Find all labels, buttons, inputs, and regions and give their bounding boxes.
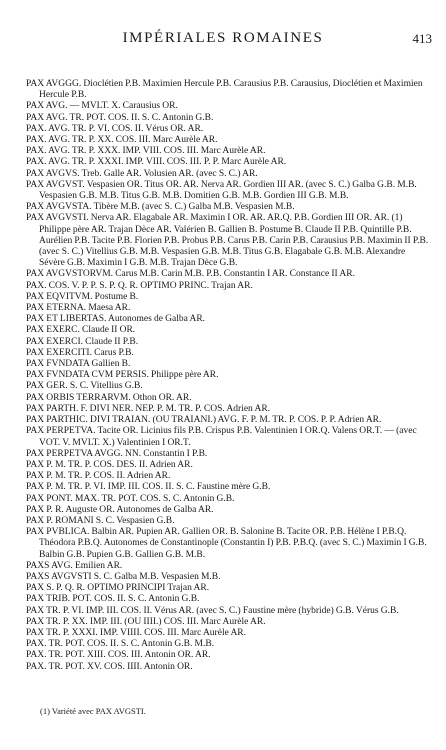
legend-entry: PAX FVNDATA CVM PERSIS. Philippe père AR. xyxy=(26,370,219,381)
legend-entry: PAX. TR. POT. COS. II. S. C. Antonin G.B. M.B. xyxy=(26,639,215,650)
legend-entry: PAX PERPETVA AVGG. NN. Constantin I P.B. xyxy=(26,448,208,459)
legend-entry: PAX ORBIS TERRARVM. Othon OR. AR. xyxy=(26,392,192,403)
legend-entry: PAX TR. P. VI. IMP. III. COS. II. Vérus AR. (avec S. C.) Faustine mère (hybride) G.B. Vérus G.B. xyxy=(26,605,399,616)
page-header xyxy=(0,30,446,50)
legend-entry: PAX. COS. V. P. P. S. P. Q. R. OPTIMO PRINC. Trajan AR. xyxy=(26,280,253,291)
legend-entry: PAX EQVITVM. Postume B. xyxy=(26,291,139,302)
legend-entry: PAX TR. P. XXXI. IMP. VIIII. COS. III. Marc Aurèle AR. xyxy=(26,627,247,638)
footnote: (1) Variété avec PAX AVGSTI. xyxy=(40,706,146,716)
legend-entry: PAX TR. P. XX. IMP. III. (OU IIII.) COS. III. Marc Aurèle AR. xyxy=(26,616,266,627)
legend-entry: PAX S. P. Q. R. OPTIMO PRINCIPI Trajan AR. xyxy=(26,583,210,594)
legend-entry: PAX. AVG. TR. P. XXX. IMP. VIII. COS. III. Marc Aurèle AR. xyxy=(26,146,266,157)
legend-entry: PAX TRIB. POT. COS. II. S. C. Antonin G.B. xyxy=(26,594,200,605)
legend-entry: PAX P. M. TR. P. VI. IMP. III. COS. II. S. C. Faustine mère G.B. xyxy=(26,482,271,493)
legend-entry: PAX P. M. TR. P. COS. II. Adrien AR. xyxy=(26,471,171,482)
legend-entry: PAX AVGVS. Treb. Galle AR. Volusien AR. (avec S. C.) AR. xyxy=(26,168,258,179)
legend-entry: PAX AVGVSTI. Nerva AR. Elagabale AR. Maximin I OR. AR. AR.Q. P.B. Gordien III OR. AR. (1) Philippe père AR. Trajan Dèce AR. Valérien B. Gallien B. Postume B. Claude II P.B. Quintille P.B. Aurélien P.B. Tacite P.B. Florien P.B. Probus P.B. Carus P.B. Carin P.B. Carausius P.B. Maximin II P.B. (avec S. C.) Vitellius G.B. M.B. Vespasien G.B. M.B. Titus G.B. Elagabale G.B. M.B. Alexandre Sévère G.B. Maximin I G.B. M.B. Trajan Dèce G.B. xyxy=(26,213,429,269)
legend-entry: PAX P. M. TR. P. COS. DES. II. Adrien AR. xyxy=(26,459,193,470)
legend-entry: PAXS AVGVSTI S. C. Galba M.B. Vespasien M.B. xyxy=(26,571,221,582)
legend-entry: PAX PVBLICA. Balbin AR. Pupien AR. Gallien OR. B. Salonine B. Tacite OR. P.B. Hélène I P.B.Q. Théodora P.B.Q. Autonomes de Constantinople (Constantin I) P.B. P.B.Q. (avec S. C.) Maximin I G.B. Balbin G.B. Pupien G.B. Gallien G.B. M.B. xyxy=(26,527,427,560)
legend-entry: PAX P. ROMANI S. C. Vespasien G.B. xyxy=(26,515,175,526)
legend-entry: PAX AVGGG. Dioclétien P.B. Maximien Hercule P.B. Carausius P.B. Carausius, Dioclétien et Maximien Hercule P.B. xyxy=(26,79,423,101)
legend-entry: PAX AVGVST. Vespasien OR. Titus OR. AR. Nerva AR. Gordien III AR. (avec S. C.) Galba G.B. M.B. Vespasien G.B. M.B. Titus G.B. M.B. Domitien G.B. M.B. Gordien III G.B. M.B. xyxy=(26,179,417,202)
legend-entry: PAX GER. S. C. Vitellius G.B. xyxy=(26,381,143,392)
legend-entry: PAX PARTH. F. DIVI NER. NEP. P. M. TR. P. COS. Adrien AR. xyxy=(26,403,271,414)
legend-entry: PAX ET LIBERTAS. Autonomes de Galba AR. xyxy=(26,314,206,325)
legend-entry: PAX ETERNA. Maesa AR. xyxy=(26,303,131,314)
legend-entry: PAX FVNDATA Gallien B. xyxy=(26,359,131,370)
legend-entry: PAXS AVG. Emilien AR. xyxy=(26,560,123,571)
legend-entry: PAX AVGVSTORVM. Carus M.B. Carin M.B. P.B. Constantin I AR. Constance II AR. xyxy=(26,269,355,280)
legend-entry: PAX. TR. POT. XV. COS. IIII. Antonin OR. xyxy=(26,661,193,672)
legend-entry: PAX. AVG. TR. P. XXXI. IMP. VIII. COS. III. P. P. Marc Aurèle AR. xyxy=(26,157,287,168)
legend-entry: PAX. AVG. TR. P. XX. COS. III. Marc Aurèle AR. xyxy=(26,135,218,146)
running-title: IMPÉRIALES ROMAINES xyxy=(122,30,324,46)
legend-entry: PAX AVG. — MVLT. X. Carausius OR. xyxy=(26,101,178,112)
legend-entry: PAX AVG. TR. POT. COS. II. S. C. Antonin G.B. xyxy=(26,112,214,123)
legend-entry: PAX PARTHIC. DIVI TRAIAN. (OU TRAIANI.) AVG. F. P. M. TR. P. COS. P. P. Adrien AR. xyxy=(26,415,382,426)
legend-entry: PAX P. R. Auguste OR. Autonomes de Galba AR. xyxy=(26,504,214,515)
page-number: 413 xyxy=(412,31,432,46)
legend-entry: PAX EXERCITI. Carus P.B. xyxy=(26,347,134,358)
legend-entry: PAX. TR. POT. XIII. COS. III. Antonin OR. AR. xyxy=(26,650,211,661)
legend-entry: PAX AVGVSTA. Tibère M.B. (avec S. C.) Galba M.B. Vespasien M.B. xyxy=(26,202,295,213)
legend-entry: PAX PERPETVA. Tacite OR. Licinius fils P.B. Crispus P.B. Valentinien I OR.Q. Valens OR.T. — (avec VOT. V. MVLT. X.) Valentinien I OR.T. xyxy=(26,426,417,448)
legend-entry: PAX. AVG. TR. P. VI. COS. II. Vérus OR. AR. xyxy=(26,123,204,134)
legend-entry: PAX EXERC. Claude II OR. xyxy=(26,325,136,336)
legend-entry: PAX EXERCI. Claude II P.B. xyxy=(26,336,139,347)
legend-entry: PAX PONT. MAX. TR. POT. COS. S. C. Antonin G.B. xyxy=(26,493,235,504)
legend-entry-list xyxy=(26,79,430,673)
